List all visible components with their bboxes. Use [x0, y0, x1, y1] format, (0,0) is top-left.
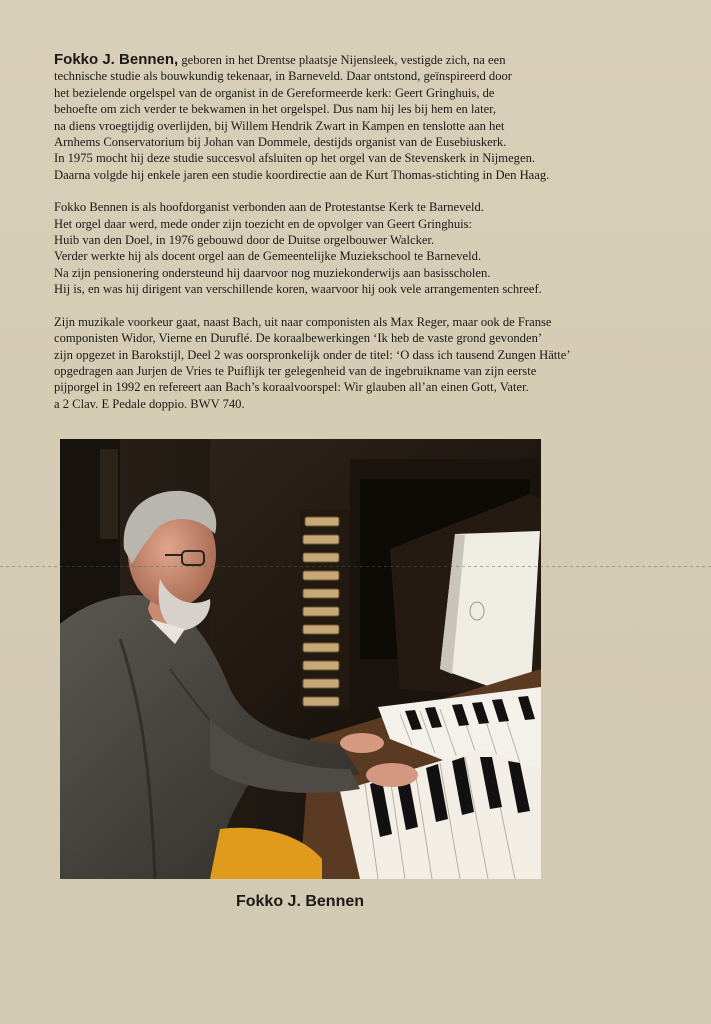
text-line: Huib van den Doel, in 1976 gebouwd door de Duitse orgelbouwer Walcker. — [54, 233, 435, 248]
stop-knobs — [300, 509, 350, 709]
text-line: na diens vroegtijdig overlijden, bij Willem Hendrik Zwart in Kampen en tenslotte aan het — [54, 118, 505, 133]
text-line: pijporgel in 1992 en refereert aan Bach’s koraalvoorspel: Wir glauben all’an einen Gott, Vater. — [54, 380, 529, 395]
text-line: componisten Widor, Vierne en Duruflé. De koraalbewerkingen ‘Ik heb de vaste grond gevonden’ — [54, 331, 543, 346]
text-line: Het orgel daar werd, mede onder zijn toezicht en de opvolger van Geert Gringhuis: — [54, 216, 473, 231]
name-heading: Fokko J. Bennen, — [54, 51, 179, 68]
text-line: zijn opgezet in Barokstijl, Deel 2 was oorspronkelijk onder de titel: ‘O dass ich tausend Zungen Hätte’ — [54, 347, 571, 362]
organist-photo — [60, 439, 541, 879]
biography-paragraph-1 — [54, 52, 654, 183]
biography-paragraph-3 — [54, 314, 654, 412]
text-line — [54, 52, 654, 68]
text-line: Na zijn pensionering ondersteund hij daarvoor nog muziekonderwijs aan basisscholen. — [54, 265, 491, 280]
biography-text — [54, 52, 654, 428]
text-line: het bezielende orgelspel van de organist in de Gereformeerde kerk: Geert Gringhuis, de — [54, 85, 495, 100]
organist-photo-illustration — [60, 439, 541, 879]
text-line: Zijn muzikale voorkeur gaat, naast Bach, uit naar componisten als Max Reger, maar ook de Franse — [54, 314, 552, 329]
text-line: a 2 Clav. E Pedale doppio. BWV 740. — [54, 396, 245, 411]
text-line-content: geboren in het Drentse plaatsje Nijensleek, vestigde zich, na een — [181, 53, 506, 67]
text-line: Hij is, en was hij dirigent van verschillende koren, waarvoor hij ook vele arrangementen schreef. — [54, 282, 542, 297]
text-line: opgedragen aan Jurjen de Vries te Puiflijk ter gelegenheid van de ingebruikname van zijn eerste — [54, 363, 537, 378]
text-line: Fokko Bennen is als hoofdorganist verbonden aan de Protestantse Kerk te Barneveld. — [54, 200, 484, 215]
text-line: Arnhems Conservatorium bij Johan van Dommele, destijds organist van de Eusebiuskerk. — [54, 135, 507, 150]
text-line: Verder werkte hij als docent orgel aan de Gemeentelijke Muziekschool te Barneveld. — [54, 249, 482, 264]
biography-paragraph-2 — [54, 199, 654, 297]
text-line: technische studie als bouwkundig tekenaar, in Barneveld. Daar ontstond, geïnspireerd door — [54, 69, 512, 84]
text-line: Daarna volgde hij enkele jaren een studie koordirectie aan de Kurt Thomas-stichting in Den Haag. — [54, 167, 550, 182]
text-line: behoefte om zich verder te bekwamen in het orgelspel. Dus nam hij les bij hem en later, — [54, 102, 496, 117]
text-line: In 1975 mocht hij deze studie succesvol afsluiten op het orgel van de Stevenskerk in Nijmegen. — [54, 151, 536, 166]
photo-caption: Fokko J. Bennen — [235, 893, 365, 910]
scan-artifact-line — [0, 566, 711, 567]
